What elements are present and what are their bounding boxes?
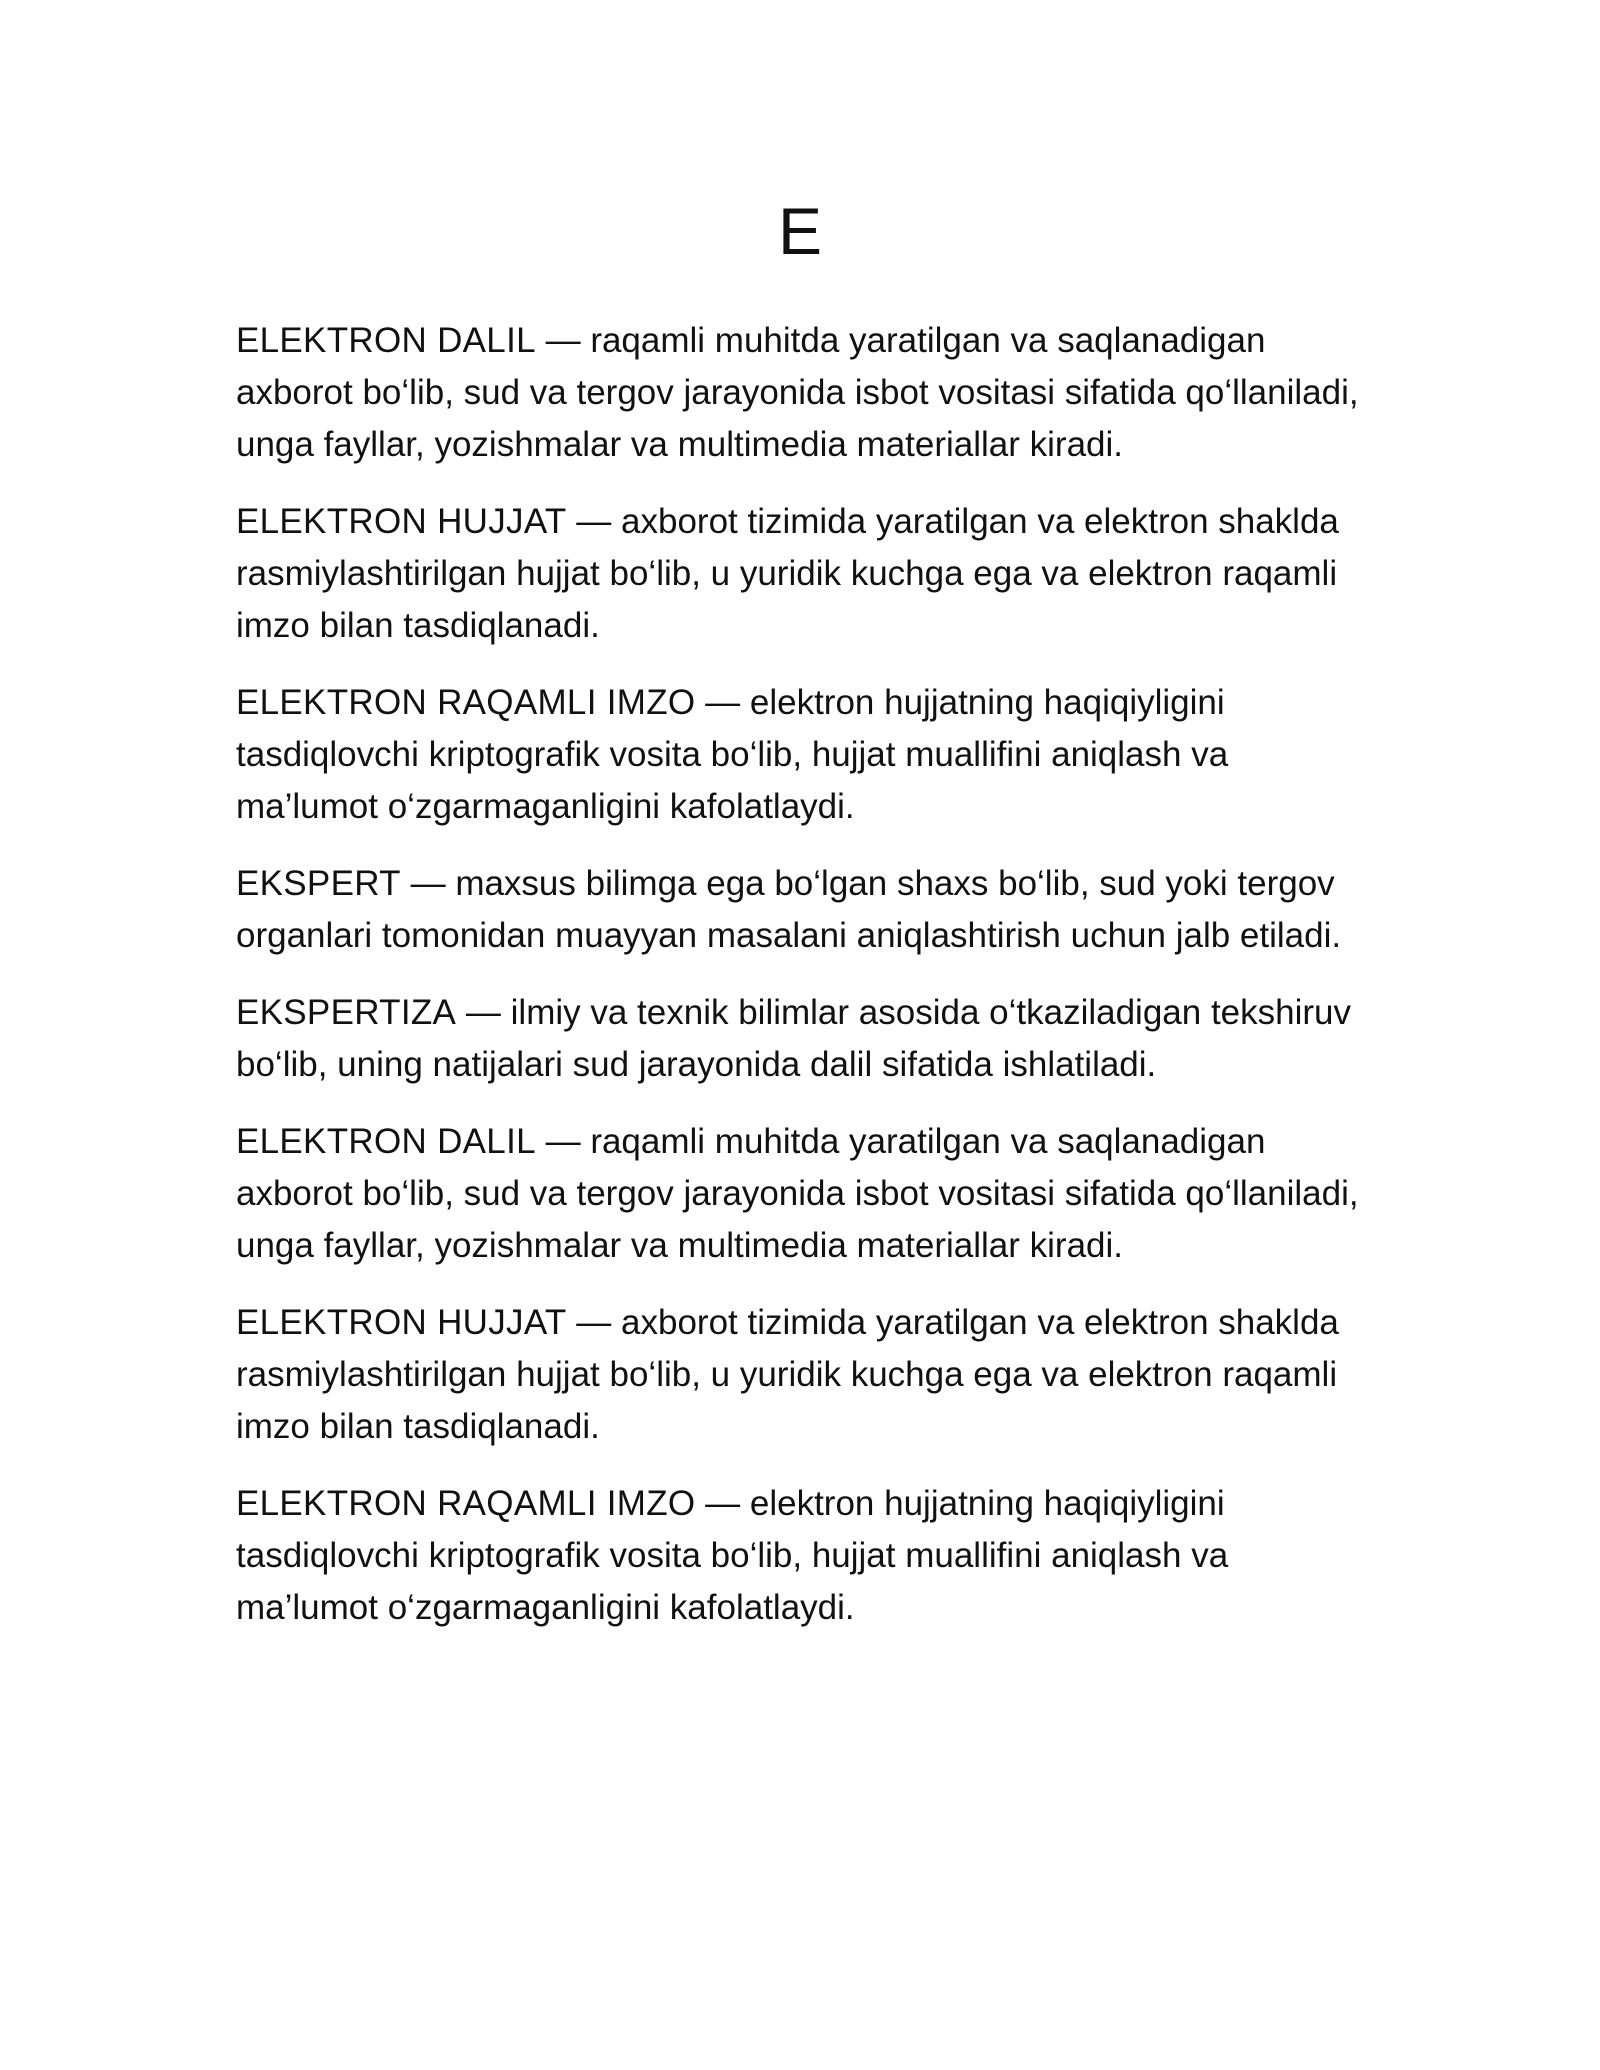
glossary-entry [236, 987, 1366, 1091]
entry-term: ELEKTRON RAQAMLI IMZO [236, 683, 696, 722]
entry-term: EKSPERT [236, 864, 401, 903]
glossary-entry [236, 1116, 1366, 1272]
glossary-entry [236, 496, 1366, 652]
entry-definition: elektron hujjatning haqiqiyligini tasdiqlovchi kriptografik vosita bo‘lib, hujjat muallifini aniqlash va ma’lumot o‘zgarmaganligini kafolatlaydi. [236, 1484, 1229, 1627]
entry-separator: — [566, 502, 622, 541]
glossary-entry [236, 677, 1366, 833]
entry-separator: — [535, 1122, 591, 1161]
glossary-entry [236, 858, 1366, 962]
entry-separator: — [695, 683, 750, 722]
entry-separator: — [400, 864, 456, 903]
entry-term: EKSPERTIZA [236, 993, 457, 1032]
entry-definition: maxsus bilimga ega bo‘lgan shaxs bo‘lib, sud yoki tergov organlari tomonidan muayyan masalani aniqlashtirish uchun jalb etiladi. [236, 864, 1342, 955]
entry-term: ELEKTRON DALIL [236, 1122, 536, 1161]
entry-separator: — [535, 321, 591, 360]
glossary-entry [236, 315, 1366, 471]
glossary-entry [236, 1297, 1366, 1453]
entry-definition: axborot tizimida yaratilgan va elektron shaklda rasmiylashtirilgan hujjat bo‘lib, u yuridik kuchga ega va elektron raqamli imzo bilan tasdiqlanadi. [236, 1303, 1339, 1446]
entry-term: ELEKTRON DALIL [236, 321, 536, 360]
entry-separator: — [695, 1484, 750, 1523]
entry-separator: — [456, 993, 511, 1032]
entry-term: ELEKTRON RAQAMLI IMZO [236, 1484, 696, 1523]
entry-definition: elektron hujjatning haqiqiyligini tasdiqlovchi kriptografik vosita bo‘lib, hujjat muallifini aniqlash va ma’lumot o‘zgarmaganligini kafolatlaydi. [236, 683, 1229, 826]
entry-separator: — [566, 1303, 622, 1342]
entry-definition: ilmiy va texnik bilimlar asosida o‘tkaziladigan tekshiruv bo‘lib, uning natijalari sud jarayonida dalil sifatida ishlatiladi. [236, 993, 1351, 1084]
entry-definition: raqamli muhitda yaratilgan va saqlanadigan axborot bo‘lib, sud va tergov jarayonida isbot vositasi sifatida qo‘llaniladi, unga fayllar, yozishmalar va multimedia materiallar kiradi. [236, 321, 1359, 464]
glossary-entry [236, 1478, 1366, 1634]
glossary-entries [236, 315, 1366, 1659]
entry-definition: axborot tizimida yaratilgan va elektron shaklda rasmiylashtirilgan hujjat bo‘lib, u yuridik kuchga ega va elektron raqamli imzo bilan tasdiqlanadi. [236, 502, 1339, 645]
entry-term: ELEKTRON HUJJAT [236, 1303, 567, 1342]
letter-heading: E [777, 194, 823, 268]
entry-term: ELEKTRON HUJJAT [236, 502, 567, 541]
entry-definition: raqamli muhitda yaratilgan va saqlanadigan axborot bo‘lib, sud va tergov jarayonida isbot vositasi sifatida qo‘llaniladi, unga fayllar, yozishmalar va multimedia materiallar kiradi. [236, 1122, 1359, 1265]
